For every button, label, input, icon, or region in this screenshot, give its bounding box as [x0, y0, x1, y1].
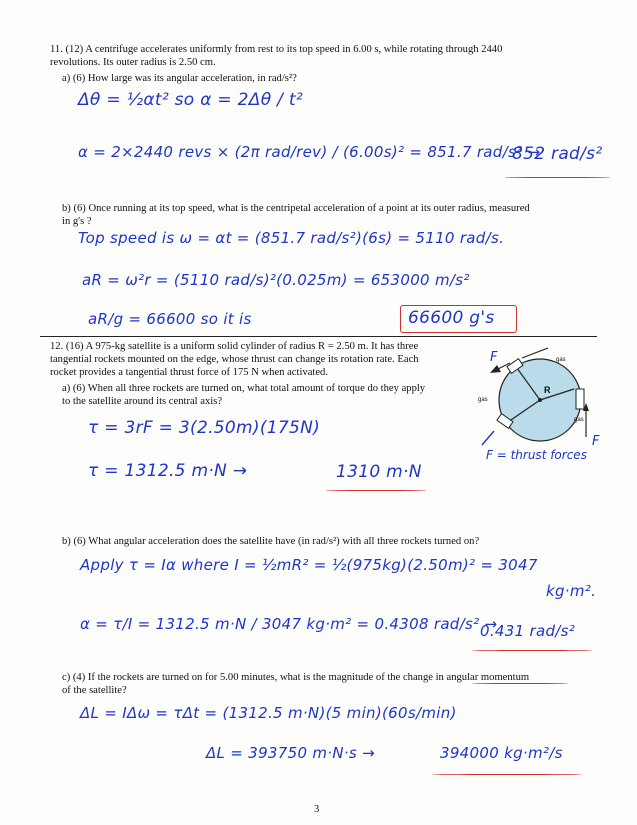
p12c-question-line1: c) (4) If the rockets are turned on for 5.00 minutes, what is the magnitude of the change in angular momentum — [62, 672, 530, 683]
thrust-arrow-top-head — [490, 365, 501, 373]
p12b-answer-underline — [472, 650, 592, 651]
label-gas-right: gas — [574, 417, 584, 423]
p12b-work-line1: Apply τ = Iα where I = ½mR² = ½(975kg)(2.50m)² = 3047 — [80, 556, 538, 574]
label-gas-left: gas — [478, 397, 488, 403]
satellite-diagram — [470, 345, 615, 465]
gas-arrow-top — [522, 348, 548, 358]
p11a-question: a) (6) How large was its angular acceleration, in rad/s²? — [62, 73, 297, 84]
p12c-answer-underline — [432, 774, 582, 775]
page-number: 3 — [314, 804, 320, 815]
p11-statement-line1: 11. (12) A centrifuge accelerates uniformly from rest to its top speed in 6.00 s, while rotating through 2440 — [50, 44, 503, 55]
p12c-work-line1: ΔL = IΔω = τΔt = (1312.5 m·N)(5 min)(60s/min) — [80, 704, 457, 722]
p12b-answer: 0.431 rad/s² — [480, 622, 576, 640]
p12-statement-line1: 12. (16) A 975-kg satellite is a uniform solid cylinder of radius R = 2.50 m. It has three — [50, 341, 419, 352]
p12a-question-line1: a) (6) When all three rockets are turned on, what total amount of torque do they apply — [62, 383, 426, 394]
rocket-right — [576, 389, 584, 409]
p12a-work-line1: τ = 3rF = 3(2.50m)(175N) — [88, 418, 321, 438]
p11a-answer: 852 rad/s² — [512, 144, 603, 164]
p12a-work-line2: τ = 1312.5 m·N → — [88, 461, 248, 481]
p11b-work-line3: aR/g = 66600 so it is — [88, 310, 252, 328]
p11a-answer-underline — [505, 177, 610, 178]
label-R: R — [544, 385, 551, 395]
p12b-work-line1-units: kg·m². — [546, 582, 597, 600]
p12c-answer: 394000 kg·m²/s — [440, 744, 563, 762]
thrust-forces-note: F = thrust forces — [486, 448, 587, 462]
p11a-work-line2: α = 2×2440 revs × (2π rad/rev) / (6.00s)² = 851.7 rad/s² → — [78, 143, 541, 161]
p12b-question: b) (6) What angular acceleration does the satellite have (in rad/s²) with all three rockets turned on? — [62, 536, 480, 547]
thrust-arrow-left — [482, 431, 494, 445]
satellite-center — [538, 398, 542, 402]
label-gas-top: gas — [556, 357, 566, 363]
p12a-question-line2: to the satellite around its central axis? — [62, 396, 223, 407]
p12c-question-line2: of the satellite? — [62, 685, 127, 696]
p11b-answer: 66600 g's — [408, 308, 495, 328]
p12a-answer: 1310 m·N — [336, 462, 422, 482]
p11b-question-line2: in g's ? — [62, 216, 92, 227]
p12b-work-line2: α = τ/I = 1312.5 m·N / 3047 kg·m² = 0.4308 rad/s² → — [80, 615, 498, 633]
p11b-work-line2: aR = ω²r = (5110 rad/s)²(0.025m) = 653000 m/s² — [82, 271, 470, 289]
p12a-answer-underline — [326, 490, 426, 491]
p12c-work-line2: ΔL = 393750 m·N·s → — [206, 744, 375, 762]
p11b-answer-box — [400, 305, 517, 333]
p12-statement-line3: rocket provides a tangential thrust force of 175 N when activated. — [50, 367, 328, 378]
p11b-question-line1: b) (6) Once running at its top speed, what is the centripetal acceleration of a point at its outer radius, measured — [62, 203, 530, 214]
p11b-work-line1: Top speed is ω = αt = (851.7 rad/s²)(6s) = 5110 rad/s. — [78, 229, 505, 247]
p11-statement-line2: revolutions. Its outer radius is 2.50 cm. — [50, 57, 216, 68]
label-F-right: F — [592, 434, 600, 449]
p11a-work-line1: Δθ = ½αt² so α = 2Δθ / t² — [78, 90, 303, 110]
label-F-top: F — [490, 350, 498, 365]
p12-statement-line2: tangential rockets mounted on the edge, whose thrust can change its rotation rate. Each — [50, 354, 419, 365]
section-divider — [40, 336, 597, 337]
